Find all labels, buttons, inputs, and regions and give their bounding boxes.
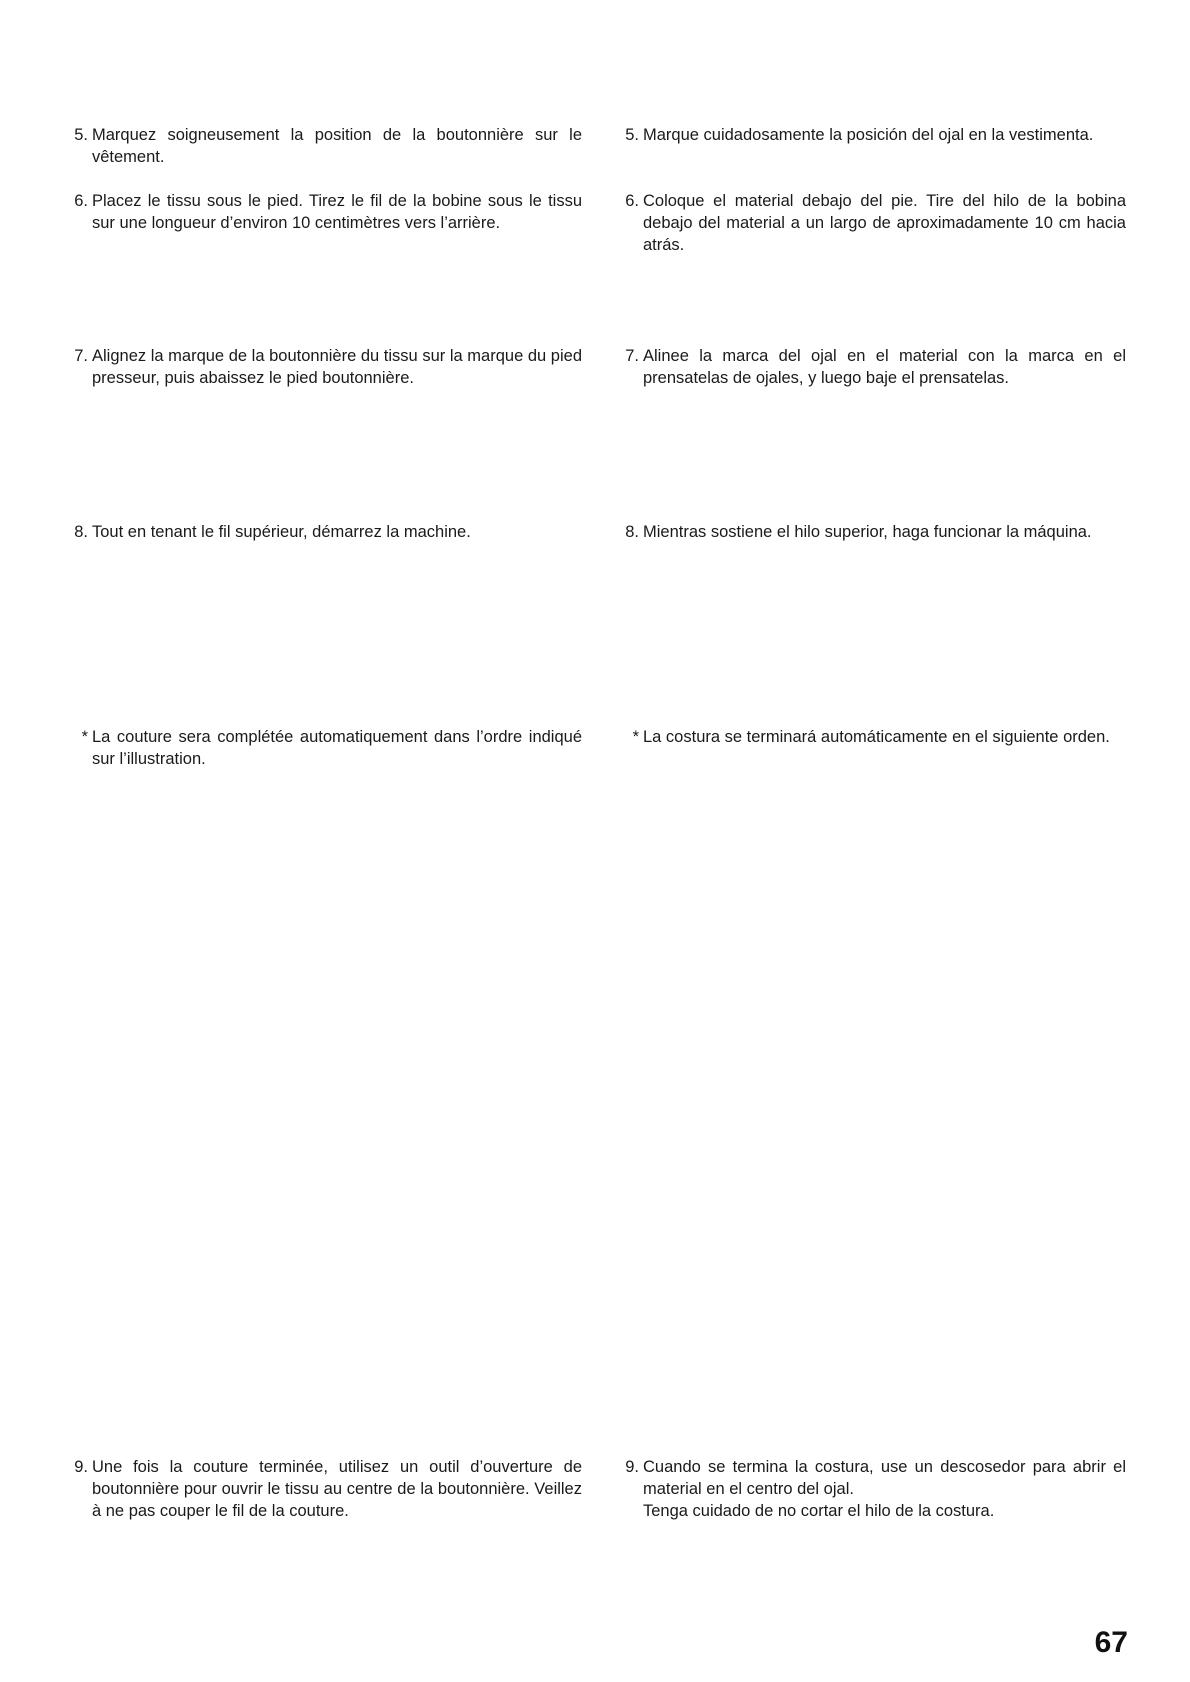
page-number: 67	[1094, 1626, 1128, 1659]
step-text: Coloque el material debajo del pie. Tire del hilo de la bobina debajo del material a un largo de aproximadamente 10 cm hacia atrás.	[643, 192, 1126, 254]
step-text: Mientras sostiene el hilo superior, haga funcionar la máquina.	[643, 523, 1092, 541]
step-text: Alignez la marque de la boutonnière du tissu sur la marque du pied presseur, puis abaissez le pied boutonnière.	[92, 347, 582, 387]
es-step-7	[617, 345, 1126, 389]
es-step-6	[617, 190, 1126, 256]
es-step-8	[617, 521, 1126, 543]
step-text: Alinee la marca del ojal en el material con la marca en el prensatelas de ojales, y luego baje el prensatelas.	[643, 347, 1126, 387]
step-text: Marquez soigneusement la position de la boutonnière sur le vêtement.	[92, 126, 582, 166]
fr-step-5	[66, 124, 582, 168]
step-number: 8.	[74, 523, 88, 541]
es-step-9	[617, 1456, 1126, 1522]
note-text: La couture sera complétée automatiquement dans l’ordre indiqué sur l’illustration.	[92, 728, 582, 768]
es-note	[617, 726, 1126, 748]
step-text: Une fois la couture terminée, utilisez un outil d’ouverture de boutonnière pour ouvrir le tissu au centre de la boutonnière. Veillez à ne pas couper le fil de la couture.	[92, 1458, 582, 1520]
fr-step-8	[66, 521, 582, 543]
step-number: 9.	[74, 1458, 88, 1476]
step-text: Cuando se termina la costura, use un descosedor para abrir el material en el centro del ojal.	[643, 1458, 1126, 1498]
fr-step-9	[66, 1456, 582, 1522]
note-asterisk: *	[81, 728, 88, 746]
step-number: 5.	[625, 126, 639, 144]
step-number: 7.	[625, 347, 639, 365]
step-number: 9.	[625, 1458, 639, 1476]
fr-note	[66, 726, 582, 770]
step-text: Placez le tissu sous le pied. Tirez le fil de la bobine sous le tissu sur une longueur d’environ 10 centimètres vers l’arrière.	[92, 192, 582, 232]
note-asterisk: *	[632, 728, 639, 746]
step-number: 5.	[74, 126, 88, 144]
step-number: 6.	[74, 192, 88, 210]
note-text: La costura se terminará automáticamente en el siguiente orden.	[643, 728, 1110, 746]
fr-step-7	[66, 345, 582, 389]
es-step-5	[617, 124, 1126, 146]
step-number: 7.	[74, 347, 88, 365]
step-number: 8.	[625, 523, 639, 541]
step-text: Tout en tenant le fil supérieur, démarrez la machine.	[92, 523, 471, 541]
step-text: Marque cuidadosamente la posición del ojal en la vestimenta.	[643, 126, 1094, 144]
step-text-caution: Tenga cuidado de no cortar el hilo de la costura.	[643, 1502, 995, 1520]
step-number: 6.	[625, 192, 639, 210]
fr-step-6	[66, 190, 582, 234]
